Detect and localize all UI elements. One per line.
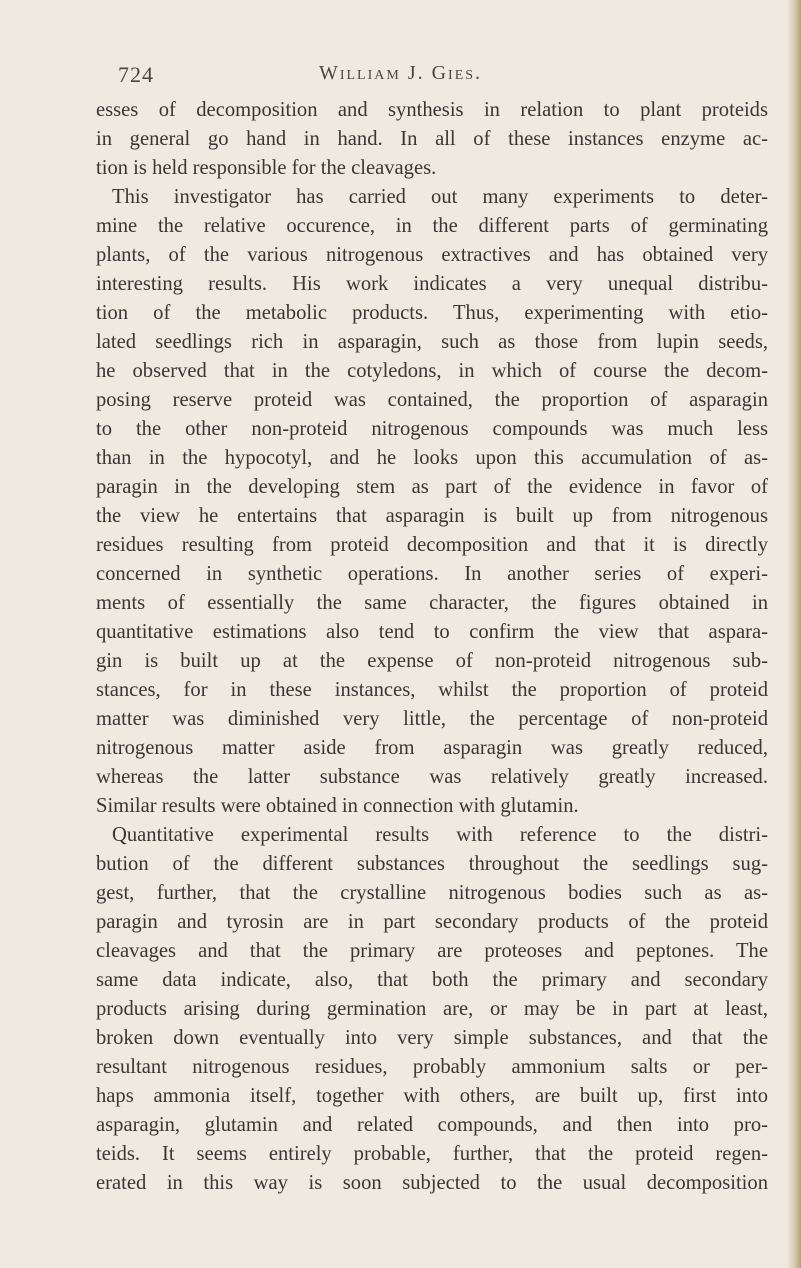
text-line: bution of the different substances throughout the seedlings sug- <box>96 853 768 875</box>
text-line: tion of the metabolic products. Thus, experimenting with etio- <box>96 302 768 324</box>
text-line: erated in this way is soon subjected to the usual decomposition <box>96 1172 768 1194</box>
text-line: to the other non-proteid nitrogenous compounds was much less <box>96 418 768 440</box>
text-line: esses of decomposition and synthesis in relation to plant proteids <box>96 99 768 121</box>
text-line: residues resulting from proteid decomposition and that it is directly <box>96 534 768 556</box>
running-head: William J. Gies. <box>318 62 483 84</box>
body-text <box>96 96 768 1198</box>
text-line: than in the hypocotyl, and he looks upon this accumulation of as- <box>96 447 768 469</box>
text-line: Similar results were obtained in connection with glutamin. <box>96 795 579 817</box>
text-line: whereas the latter substance was relatively greatly increased. <box>96 766 768 788</box>
text-line: haps ammonia itself, together with others, are built up, first into <box>96 1085 768 1107</box>
page-edge-shadow <box>787 0 801 1268</box>
text-line: he observed that in the cotyledons, in which of course the decom- <box>96 360 768 382</box>
text-line: stances, for in these instances, whilst the proportion of proteid <box>96 679 768 701</box>
text-line: matter was diminished very little, the percentage of non-proteid <box>96 708 768 730</box>
page-number: 724 <box>118 62 154 87</box>
text-line: concerned in synthetic operations. In another series of experi- <box>96 563 768 585</box>
text-line: tion is held responsible for the cleavages. <box>96 157 437 179</box>
text-line: resultant nitrogenous residues, probably ammonium salts or per- <box>96 1056 768 1078</box>
text-line: the view he entertains that asparagin is built up from nitrogenous <box>96 505 768 527</box>
text-line: posing reserve proteid was contained, the proportion of asparagin <box>96 389 768 411</box>
text-line: mine the relative occurence, in the different parts of germinating <box>96 215 768 237</box>
text-line: products arising during germination are, or may be in part at least, <box>96 998 768 1020</box>
text-line: asparagin, glutamin and related compounds, and then into pro- <box>96 1114 768 1136</box>
text-line: in general go hand in hand. In all of these instances enzyme ac- <box>96 128 768 150</box>
text-line: nitrogenous matter aside from asparagin was greatly reduced, <box>96 737 768 759</box>
text-line: broken down eventually into very simple substances, and that the <box>96 1027 768 1049</box>
text-line: same data indicate, also, that both the primary and secondary <box>96 969 768 991</box>
text-line: paragin and tyrosin are in part secondary products of the proteid <box>96 911 768 933</box>
text-line: paragin in the developing stem as part of the evidence in favor of <box>96 476 768 498</box>
text-line: This investigator has carried out many experiments to deter- <box>112 186 768 208</box>
text-line: lated seedlings rich in asparagin, such as those from lupin seeds, <box>96 331 768 353</box>
text-line: quantitative estimations also tend to confirm the view that aspara- <box>96 621 768 643</box>
text-line: Quantitative experimental results with reference to the distri- <box>112 824 768 846</box>
text-line: teids. It seems entirely probable, further, that the proteid regen- <box>96 1143 768 1165</box>
text-line: interesting results. His work indicates a very unequal distribu- <box>96 273 768 295</box>
text-line: ments of essentially the same character, the figures obtained in <box>96 592 768 614</box>
text-line: gin is built up at the expense of non-proteid nitrogenous sub- <box>96 650 768 672</box>
page-header <box>0 62 801 92</box>
text-line: gest, further, that the crystalline nitrogenous bodies such as as- <box>96 882 768 904</box>
text-line: cleavages and that the primary are proteoses and peptones. The <box>96 940 768 962</box>
text-line: plants, of the various nitrogenous extractives and has obtained very <box>96 244 768 266</box>
